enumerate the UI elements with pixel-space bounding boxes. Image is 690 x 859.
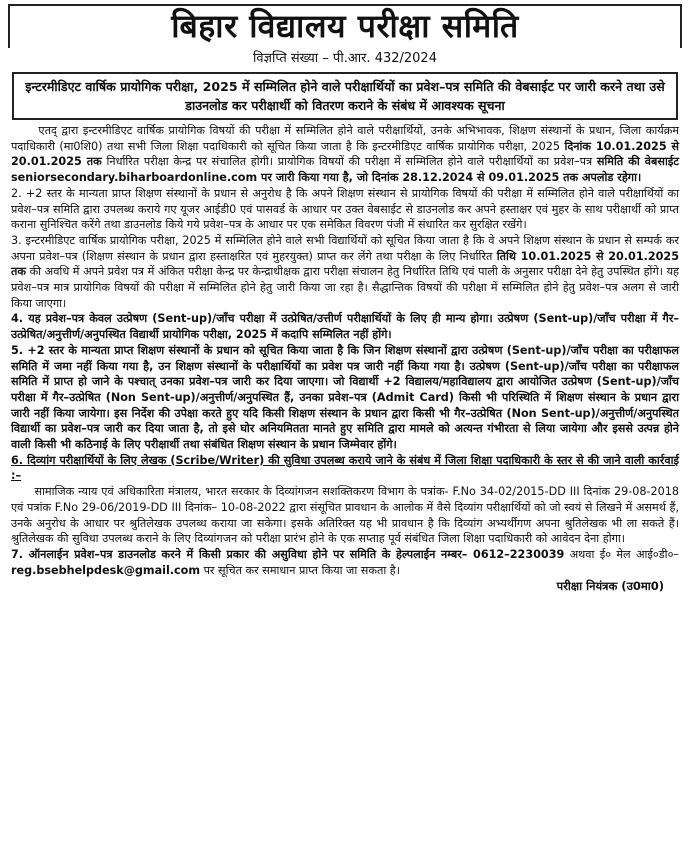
intro-paragraph [11,123,679,186]
para7-text-a: 7. ऑनलाईन प्रवेश–पत्र डाउनलोड करने में किसी प्रकार की असुविधा होने पर समिति के [11,547,397,561]
paragraph-4: 4. यह प्रवेश–पत्र केवल उत्प्रेषण (Sent-up)/जाँच परीक्षा में उत्प्रेषित/उत्तीर्ण परीक्षार्थियों के लिए ही मान्य होगा। उत्प्रेषण (Sent-up)/जाँच परीक्षा में गैर–उत्प्रेषित/अनुत्तीर्ण/अनुपस्थित विद्यार्थी प्रायोगिक परीक्षा, 2025 में कदापि सम्मिलित नहीं होंगे। [11,312,679,342]
para7-text-d: पर सूचित कर समाधान प्राप्त किया जा सकता है। [200,563,400,577]
website-notice: समिति की वेबसाईट seniorsecondary.biharboardonline.com पर जारी किया गया है, जो दिनांक 28.12.2024 से 09.01.2025 तक अपलोड रहेगा। [11,155,679,185]
para6-body-text: सामाजिक न्याय एवं अधिकारिता मंत्रालय, भारत सरकार के दिव्यांगजन सशक्तिकरण विभाग के पत्रांक- F.No 34-02/2015-DD III दिनांक 29-08-2018 एवं पत्रांक F.No 29-06/2019-DD III दिनांक– 10-08-2022 द्वारा संसूचित प्रावधान के आलोक में वैसे दिव्यांग परीक्षार्थियों को जो स्वयं से लिखने में असमर्थ हैं, उनके अनुरोध के आधार पर श्रुतिलेखक उपलब्ध कराया जा सकेगा। इसके अतिरिक्त यह भी प्रावधान है कि दिव्यांग अभ्यर्थीगण अपना श्रुतिलेखक भी ला सकते हैं। श्रुतिलेखक की सुविधा उपलब्ध कराने के लिए दिव्यांगजन को परीक्षा प्रारंभ होने के एक सप्ताह पूर्व संबंधित जिला शिक्षा पदाधिकारी को आवेदन देना होगा। [11,485,679,546]
para7-text-c: अथवा ई० मेल आई०डी०– [564,547,679,561]
paragraph-7 [11,547,679,578]
paragraph-6-heading: 6. दिव्यांग परीक्षार्थियों के लिए लेखक (Scribe/Writer) की सुविधा उपलब्ध कराये जाने के संबंध में जिला शिक्षा पदाधिकारी के स्तर से की जाने वाली कार्रवाई :– [11,453,679,483]
exam-dates: दिनांक 10.01.2025 से 20.01.2025 तक [11,139,679,169]
paragraph-2: 2. +2 स्तर के मान्यता प्राप्त शिक्षण संस्थानों के प्रधान से अनुरोध है कि अपने शिक्षण संस्थान से प्रायोगिक विषयों की परीक्षा में सम्मिलित होने वाले परीक्षार्थियों का प्रवेश–पत्र समिति द्वारा उपलब्ध कराये गए यूजर आईडी0 एवं पासवर्ड के आधार पर उक्त वेबसाईट से डाउनलोड कर अपने हस्ताक्षर एवं मुहर के साथ परीक्षार्थी को प्राप्त कराना सुनिश्चित करेंगे तथा डाउनलोड किये गये प्रवेश–पत्र के आधार पर एक समेकित विवरण पंजी में संधारित कर सुरक्षित रखेंगे। [11,186,679,232]
subject-box: इन्टरमीडिएट वार्षिक प्रायोगिक परीक्षा, 2025 में सम्मिलित होने वाले परीक्षार्थियों का प्रवेश–पत्र समिति की वेबसाईट पर जारी करने तथा उसे डाउनलोड कर परीक्षार्थी को वितरण कराने के संबंध में आवश्यक सूचना [12,72,678,120]
header-frame [8,4,682,48]
helpdesk-email: reg.bsebhelpdesk@gmail.com [11,563,201,577]
notice-body [8,123,682,578]
paragraph-5: 5. +2 स्तर के मान्यता प्राप्त शिक्षण संस्थानों के प्रधान को सूचित किया जाता है कि जिन शिक्षण संस्थानों द्वारा उत्प्रेषण (Sent-up)/जाँच परीक्षा का परीक्षाफल समिति में जमा नहीं किया गया है, उन शिक्षण संस्थानों के परीक्षार्थियों का प्रवेश पत्र जारी नहीं किया गया है। उत्प्रेषण (Sent-up)/जाँच परीक्षा का परीक्षाफल समिति में प्राप्त हो जाने के पश्चात् उनका प्रवेश–पत्र जारी कर दिया जाएगा। जो विद्यार्थी +2 विद्यालय/महाविद्यालय द्वारा आयोजित उत्प्रेषण (Sent-up)/जाँच परीक्षा में गैर–उत्प्रेषित (Non Sent-up)/अनुत्तीर्ण/अनुपस्थित हैं, उनका प्रवेश–पत्र (Admit Card) किसी भी परिस्थिति में शिक्षण संस्थान के प्रधान द्वारा जारी नहीं किया जायेगा। इस निर्देश की उपेक्षा करते हुए यदि किसी शिक्षण संस्थान के प्रधान द्वारा किसी भी गैर–उत्प्रेषित (Non Sent-up)/अनुत्तीर्ण/अनुपस्थित विद्यार्थी का प्रवेश–पत्र जारी कर दिया जाता है, तो इसे घोर अनियमितता मानते हुए समिति द्वारा मामले को अत्यन्त गंभीरता से लिया जायेगा और इससे उत्पन्न होने वाली किसी भी कठिनाई के लिए परीक्षार्थी तथा संबंधित शिक्षण संस्थान के प्रधान जिम्मेवार होंगे। [11,343,679,452]
intro-text-c: निर्धारित परीक्षा केन्द्र पर संचालित होगी। प्रायोगिक विषयों की परीक्षा में सम्मिलित होने वाले परीक्षार्थियों का प्रवेश–पत्र [101,155,597,169]
para3-text-a: 3. इन्टरमीडिएट वार्षिक प्रायोगिक परीक्षा, 2025 में सम्मिलित होने वाले सभी विद्यार्थियों को सूचित किया जाता है कि वे अपने शिक्षण संस्थान के प्रधान से सम्पर्क कर अपना प्रवेश–पत्र (शिक्षण संस्थान के प्रधान द्वारा हस्ताक्षरित एवं मुहरयुक्त) प्राप्त कर लेंगे तथा परीक्षा के लिए निर्धारित [11,233,679,263]
paragraph-3 [11,233,679,312]
notice-number: विज्ञप्ति संख्या – पी.आर. 432/2024 [253,51,437,66]
intro-text-a: एतद् द्वारा इन्टरमीडिएट वार्षिक प्रायोगिक विषयों की परीक्षा में सम्मिलित होने वाले परीक्षार्थियों, उनके अभिभावक, शिक्षण संस्थानों के प्रधान, जिला कार्यक्रम पदाधिकारी (मा0शि0) तथा सभी जिला शिक्षा पदाधिकारी को सूचित किया जाता है कि इन्टरमीडिएट वार्षिक प्रायोगिक परीक्षा, 2025 [11,124,679,153]
notice-page [8,4,682,849]
signature-line: परीक्षा नियंत्रक (उ0मा0) [556,579,664,594]
board-title: बिहार विद्यालय परीक्षा समिति [171,7,519,45]
paragraph-6-body [11,484,679,547]
para3-dates: तिथि 10.01.2025 से 20.01.2025 तक [11,249,679,279]
para3-text-c: की अवधि में अपने प्रवेश पत्र में अंकित परीक्षा केन्द्र पर केन्द्राधीक्षक द्वारा परीक्षा संचालन हेतु निर्धारित तिथि एवं पाली के अनुसार परीक्षा देने हेतु उपस्थित होंगे। यह प्रवेश–पत्र मात्र प्रायोगिक विषयों की परीक्षा में सम्मिलित होने हेतु जारी किया जा रहा है। सैद्धान्तिक विषयों की परीक्षा में सम्मिलित होने हेतु प्रवेश–पत्र अलग से जारी किया जाएगा। [11,265,679,310]
helpline-number: हेल्पलाईन नम्बर– 0612–2230039 [396,547,565,561]
